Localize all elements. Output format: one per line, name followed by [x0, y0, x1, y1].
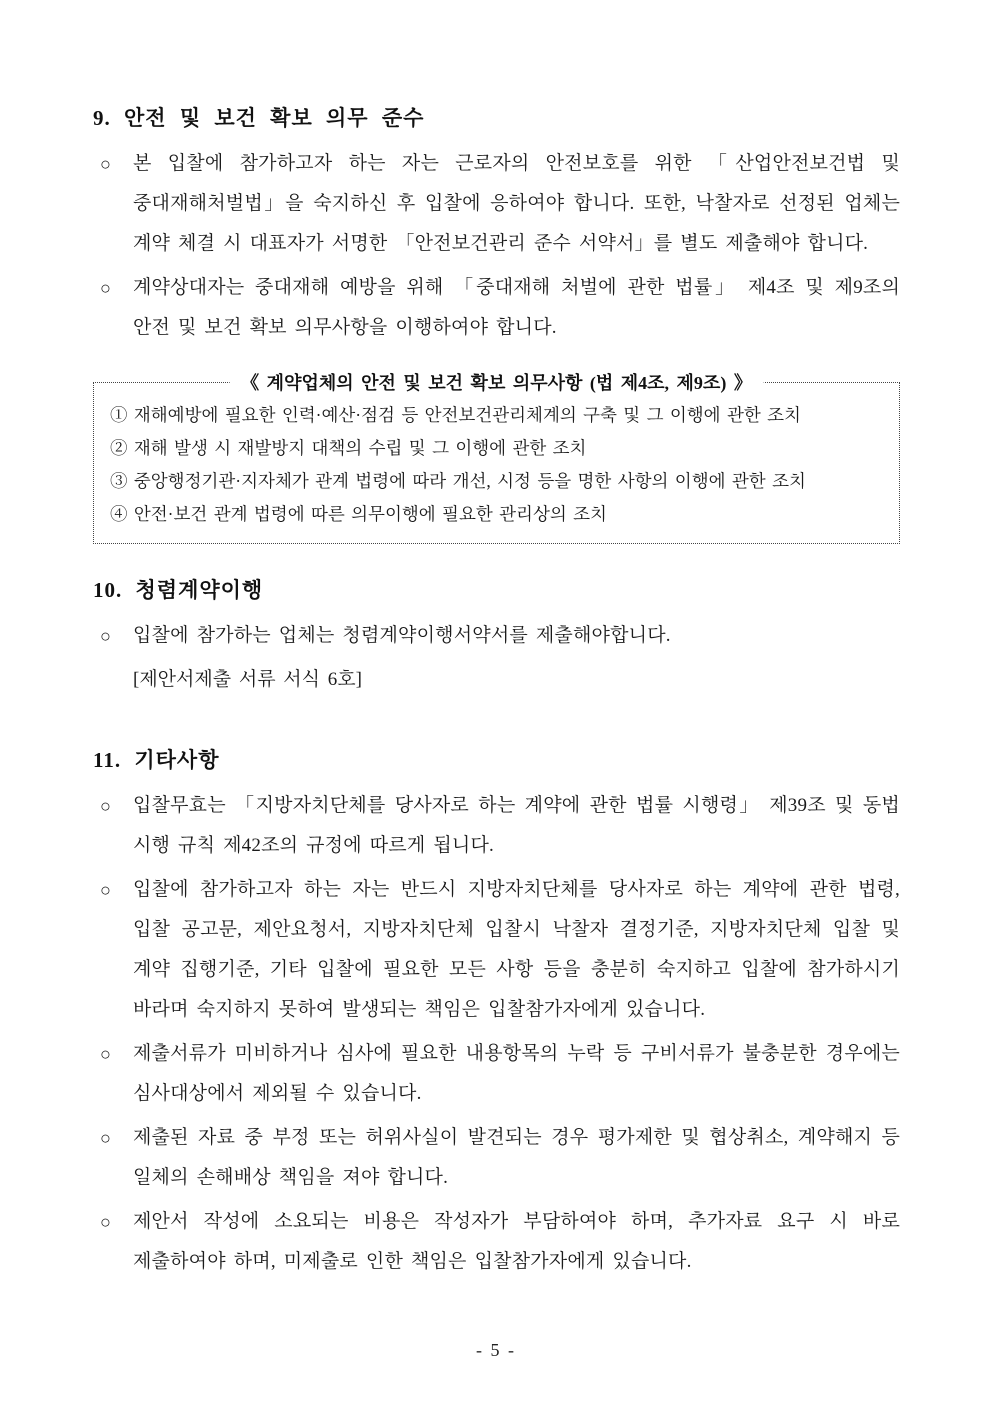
page-footer	[0, 1340, 992, 1361]
bullet-text: 계약상대자는 중대재해 예방을 위해 「중대재해 처벌에 관한 법률」 제4조 및 제9조의 안전 및 보건 확보 의무사항을 이행하여야 합니다.	[133, 277, 900, 338]
circle-bullet-icon: ○	[100, 154, 111, 174]
callout-item: ② 재해 발생 시 재발방지 대책의 수립 및 그 이행에 관한 조치	[110, 438, 587, 458]
list-item	[93, 268, 900, 348]
form-reference-note: [제안서제출 서류 서식 6호]	[133, 669, 362, 690]
page-number: - 5 -	[476, 1340, 516, 1360]
section-safety-health	[93, 102, 900, 544]
list-item	[93, 870, 900, 1030]
list-item	[93, 1034, 900, 1114]
bullet-text: 본 입찰에 참가하고자 하는 자는 근로자의 안전보호를 위한 「산업안전보건법 및 중대재해처벌법」을 숙지하신 후 입찰에 응하여야 합니다. 또한, 낙찰자로 선정된 업체는 계약 체결 시 대표자가 서명한 「안전보건관리 준수 서약서」를 별도 제출해야 합니다.	[133, 153, 900, 254]
callout-item: ③ 중앙행정기관·지자체가 관계 법령에 따라 개선, 시정 등을 명한 사항의 이행에 관한 조치	[110, 471, 806, 491]
circle-bullet-icon: ○	[100, 1044, 111, 1064]
circle-bullet-icon: ○	[100, 1212, 111, 1232]
bullet-text: 입찰에 참가하는 업체는 청렴계약이행서약서를 제출해야합니다.	[133, 625, 671, 646]
list-item	[93, 144, 900, 264]
section-9-heading: 9. 안전 및 보건 확보 의무 준수	[93, 106, 425, 130]
bullet-text: 제출서류가 미비하거나 심사에 필요한 내용항목의 누락 등 구비서류가 불충분한 경우에는 심사대상에서 제외될 수 있습니다.	[133, 1043, 900, 1104]
section-integrity-contract	[93, 574, 900, 700]
circle-bullet-icon: ○	[100, 880, 111, 900]
list-item	[93, 616, 900, 656]
bullet-text: 제안서 작성에 소요되는 비용은 작성자가 부담하여야 하며, 추가자료 요구 시 바로 제출하여야 하며, 미제출로 인한 책임은 입찰참가자에게 있습니다.	[133, 1211, 900, 1272]
circle-bullet-icon: ○	[100, 1128, 111, 1148]
circle-bullet-icon: ○	[100, 278, 111, 298]
obligations-callout-box	[93, 373, 900, 544]
bullet-text: 제출된 자료 중 부정 또는 허위사실이 발견되는 경우 평가제한 및 협상취소, 계약해지 등 일체의 손해배상 책임을 져야 합니다.	[133, 1127, 900, 1188]
circle-bullet-icon: ○	[100, 626, 111, 646]
section-misc	[93, 744, 900, 1282]
circle-bullet-icon: ○	[100, 796, 111, 816]
callout-item: ④ 안전·보건 관계 법령에 따른 의무이행에 필요한 관리상의 조치	[110, 504, 607, 524]
bullet-text: 입찰무효는 「지방자치단체를 당사자로 하는 계약에 관한 법률 시행령」 제39조 및 동법 시행 규칙 제42조의 규정에 따르게 됩니다.	[133, 795, 900, 856]
list-item	[93, 786, 900, 866]
section-11-heading: 11. 기타사항	[93, 748, 220, 772]
section-10-heading: 10. 청렴계약이행	[93, 578, 264, 602]
list-item	[93, 1202, 900, 1282]
callout-item: ① 재해예방에 필요한 인력·예산·점검 등 안전보건관리체계의 구축 및 그 이행에 관한 조치	[110, 405, 801, 425]
list-item	[93, 1118, 900, 1198]
bullet-text: 입찰에 참가하고자 하는 자는 반드시 지방자치단체를 당사자로 하는 계약에 관한 법령, 입찰 공고문, 제안요청서, 지방자치단체 입찰시 낙찰자 결정기준, 지방자치단체 입찰 및 계약 집행기준, 기타 입찰에 필요한 모든 사항 등을 충분히 숙지하고 입찰에 참가하시기 바라며 숙지하지 못하여 발생되는 책임은 입찰참가자에게 있습니다.	[133, 879, 900, 1020]
callout-title: 《 계약업체의 안전 및 보건 확보 의무사항 (법 제4조, 제9조) 》	[229, 369, 764, 395]
